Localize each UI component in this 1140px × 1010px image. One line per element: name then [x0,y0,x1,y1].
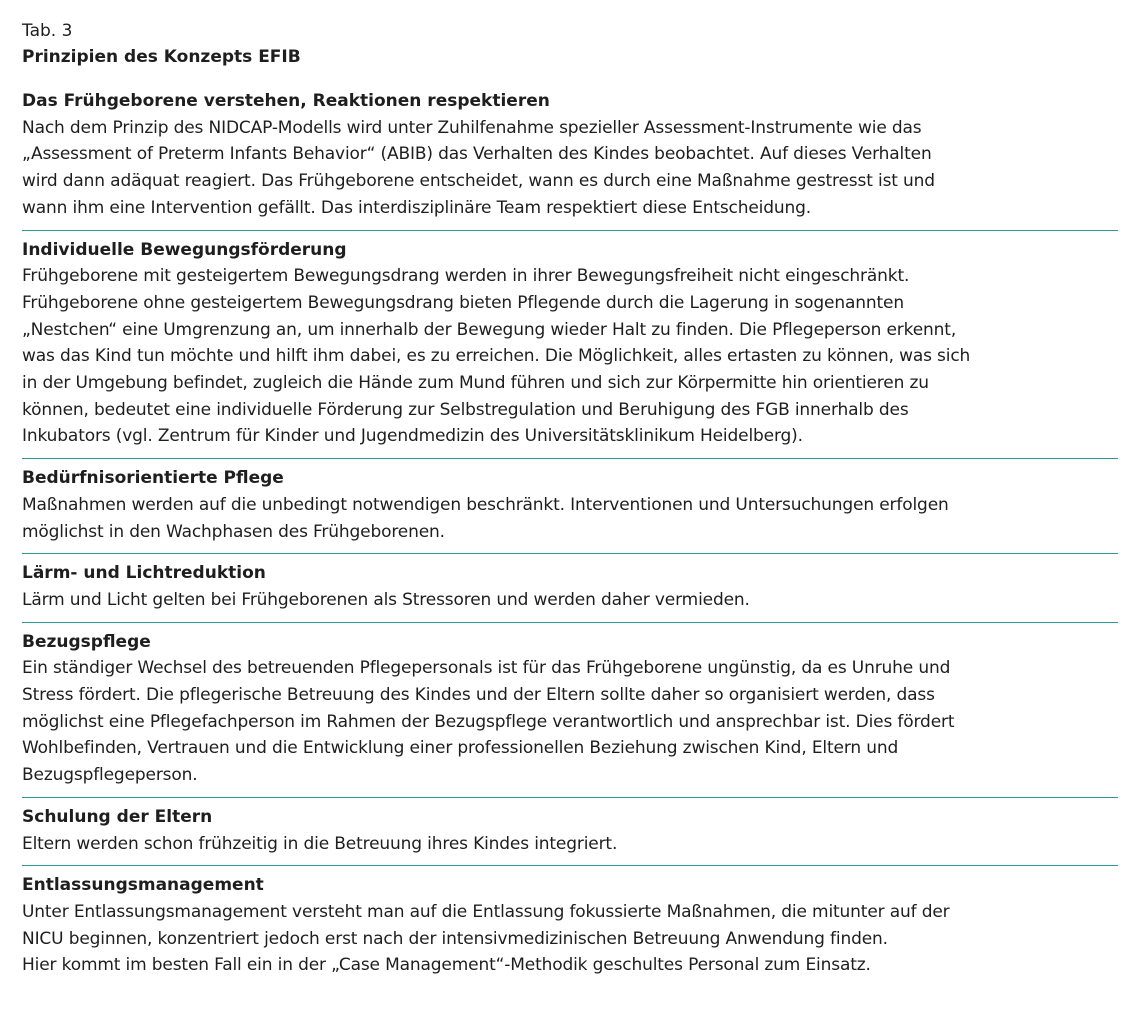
principle-title: Das Frühgeborene verstehen, Reaktionen respektieren [22,91,550,111]
principle-text-line: Nach dem Prinzip des NIDCAP-Modells wird unter Zuhilfenahme spezieller Assessment-Instrumente wie das [22,117,922,138]
principle-section [22,622,1118,789]
principle-text-line: „Assessment of Preterm Infants Behavior“ (ABIB) das Verhalten des Kindes beobachtet. Auf dieses Verhalten [22,144,932,165]
principle-text-line: wird dann adäquat reagiert. Das Frühgeborene entscheidet, wann es durch eine Maßnahme gestresst ist und [22,171,935,192]
principle-text-line: „Nestchen“ eine Umgrenzung an, um innerhalb der Bewegung wieder Halt zu finden. Die Pflegeperson erkennt, [22,319,957,340]
principle-title: Schulung der Eltern [22,806,213,827]
principle-section [22,865,1118,979]
principle-text-line: Hier kommt im besten Fall ein in der „Case Management“-Methodik geschultes Personal zum Einsatz. [22,955,871,976]
principle-section [22,88,1118,222]
principle-title: Bedürfnisorientierte Pflege [22,468,284,489]
principle-text-line: Frühgeborene mit gesteigertem Bewegungsdrang werden in ihrer Bewegungsfreiheit nicht eingeschränkt. [22,266,910,287]
table-label: Tab. 3 [22,21,73,41]
principle-text-line: in der Umgebung befindet, zugleich die Hände zum Mund führen und sich zur Körpermitte hin orientieren zu [22,373,929,394]
principle-title: Entlassungsmanagement [22,875,264,896]
principle-text-line: NICU beginnen, konzentriert jedoch erst nach der intensivmedizinischen Betreuung Anwendung finden. [22,928,888,949]
principle-section [22,797,1118,857]
principle-section [22,230,1118,451]
table-3 [22,18,1118,979]
principle-title: Lärm- und Lichtreduktion [22,563,266,584]
principle-text-line: Unter Entlassungsmanagement versteht man auf die Entlassung fokussierte Maßnahmen, die mitunter auf der [22,901,950,922]
principles-list [22,88,1118,979]
principle-text-line: Wohlbefinden, Vertrauen und die Entwicklung einer professionellen Beziehung zwischen Kind, Eltern und [22,738,899,759]
principle-section [22,553,1118,613]
principle-text-line: Maßnahmen werden auf die unbedingt notwendigen beschränkt. Interventionen und Untersuchungen erfolgen [22,494,949,515]
principle-text-line: Eltern werden schon frühzeitig in die Betreuung ihres Kindes integriert. [22,833,618,854]
table-title: Prinzipien des Konzepts EFIB [22,47,301,67]
principle-text-line: was das Kind tun möchte und hilft ihm dabei, es zu erreichen. Die Möglichkeit, alles ertasten zu können, was sich [22,346,971,367]
principle-text-line: Inkubators (vgl. Zentrum für Kinder und Jugendmedizin des Universitätsklinikum Heidelberg). [22,426,803,447]
principle-text-line: möglichst eine Pflegefachperson im Rahmen der Bezugspflege verantwortlich und ansprechbar ist. Dies fördert [22,711,955,732]
principle-title: Individuelle Bewegungsförderung [22,239,347,260]
principle-text-line: Stress fördert. Die pflegerische Betreuung des Kindes und der Eltern sollte daher so organisiert werden, dass [22,685,935,706]
principle-text-line: Lärm und Licht gelten bei Frühgeborenen als Stressoren und werden daher vermieden. [22,589,750,610]
principle-text-line: können, bedeutet eine individuelle Förderung zur Selbstregulation und Beruhigung des FGB innerhalb des [22,399,909,420]
principle-title: Bezugspflege [22,631,151,652]
principle-text-line: Bezugspflegeperson. [22,765,198,786]
principle-text-line: Ein ständiger Wechsel des betreuenden Pflegepersonals ist für das Frühgeborene ungünstig, da es Unruhe und [22,658,951,679]
principle-text-line: möglichst in den Wachphasen des Frühgeborenen. [22,521,445,542]
principle-section [22,458,1118,545]
principle-text-line: wann ihm eine Intervention gefällt. Das interdisziplinäre Team respektiert diese Entscheidung. [22,197,812,218]
principle-text-line: Frühgeborene ohne gesteigertem Bewegungsdrang bieten Pflegende durch die Lagerung in sogenannten [22,292,904,313]
